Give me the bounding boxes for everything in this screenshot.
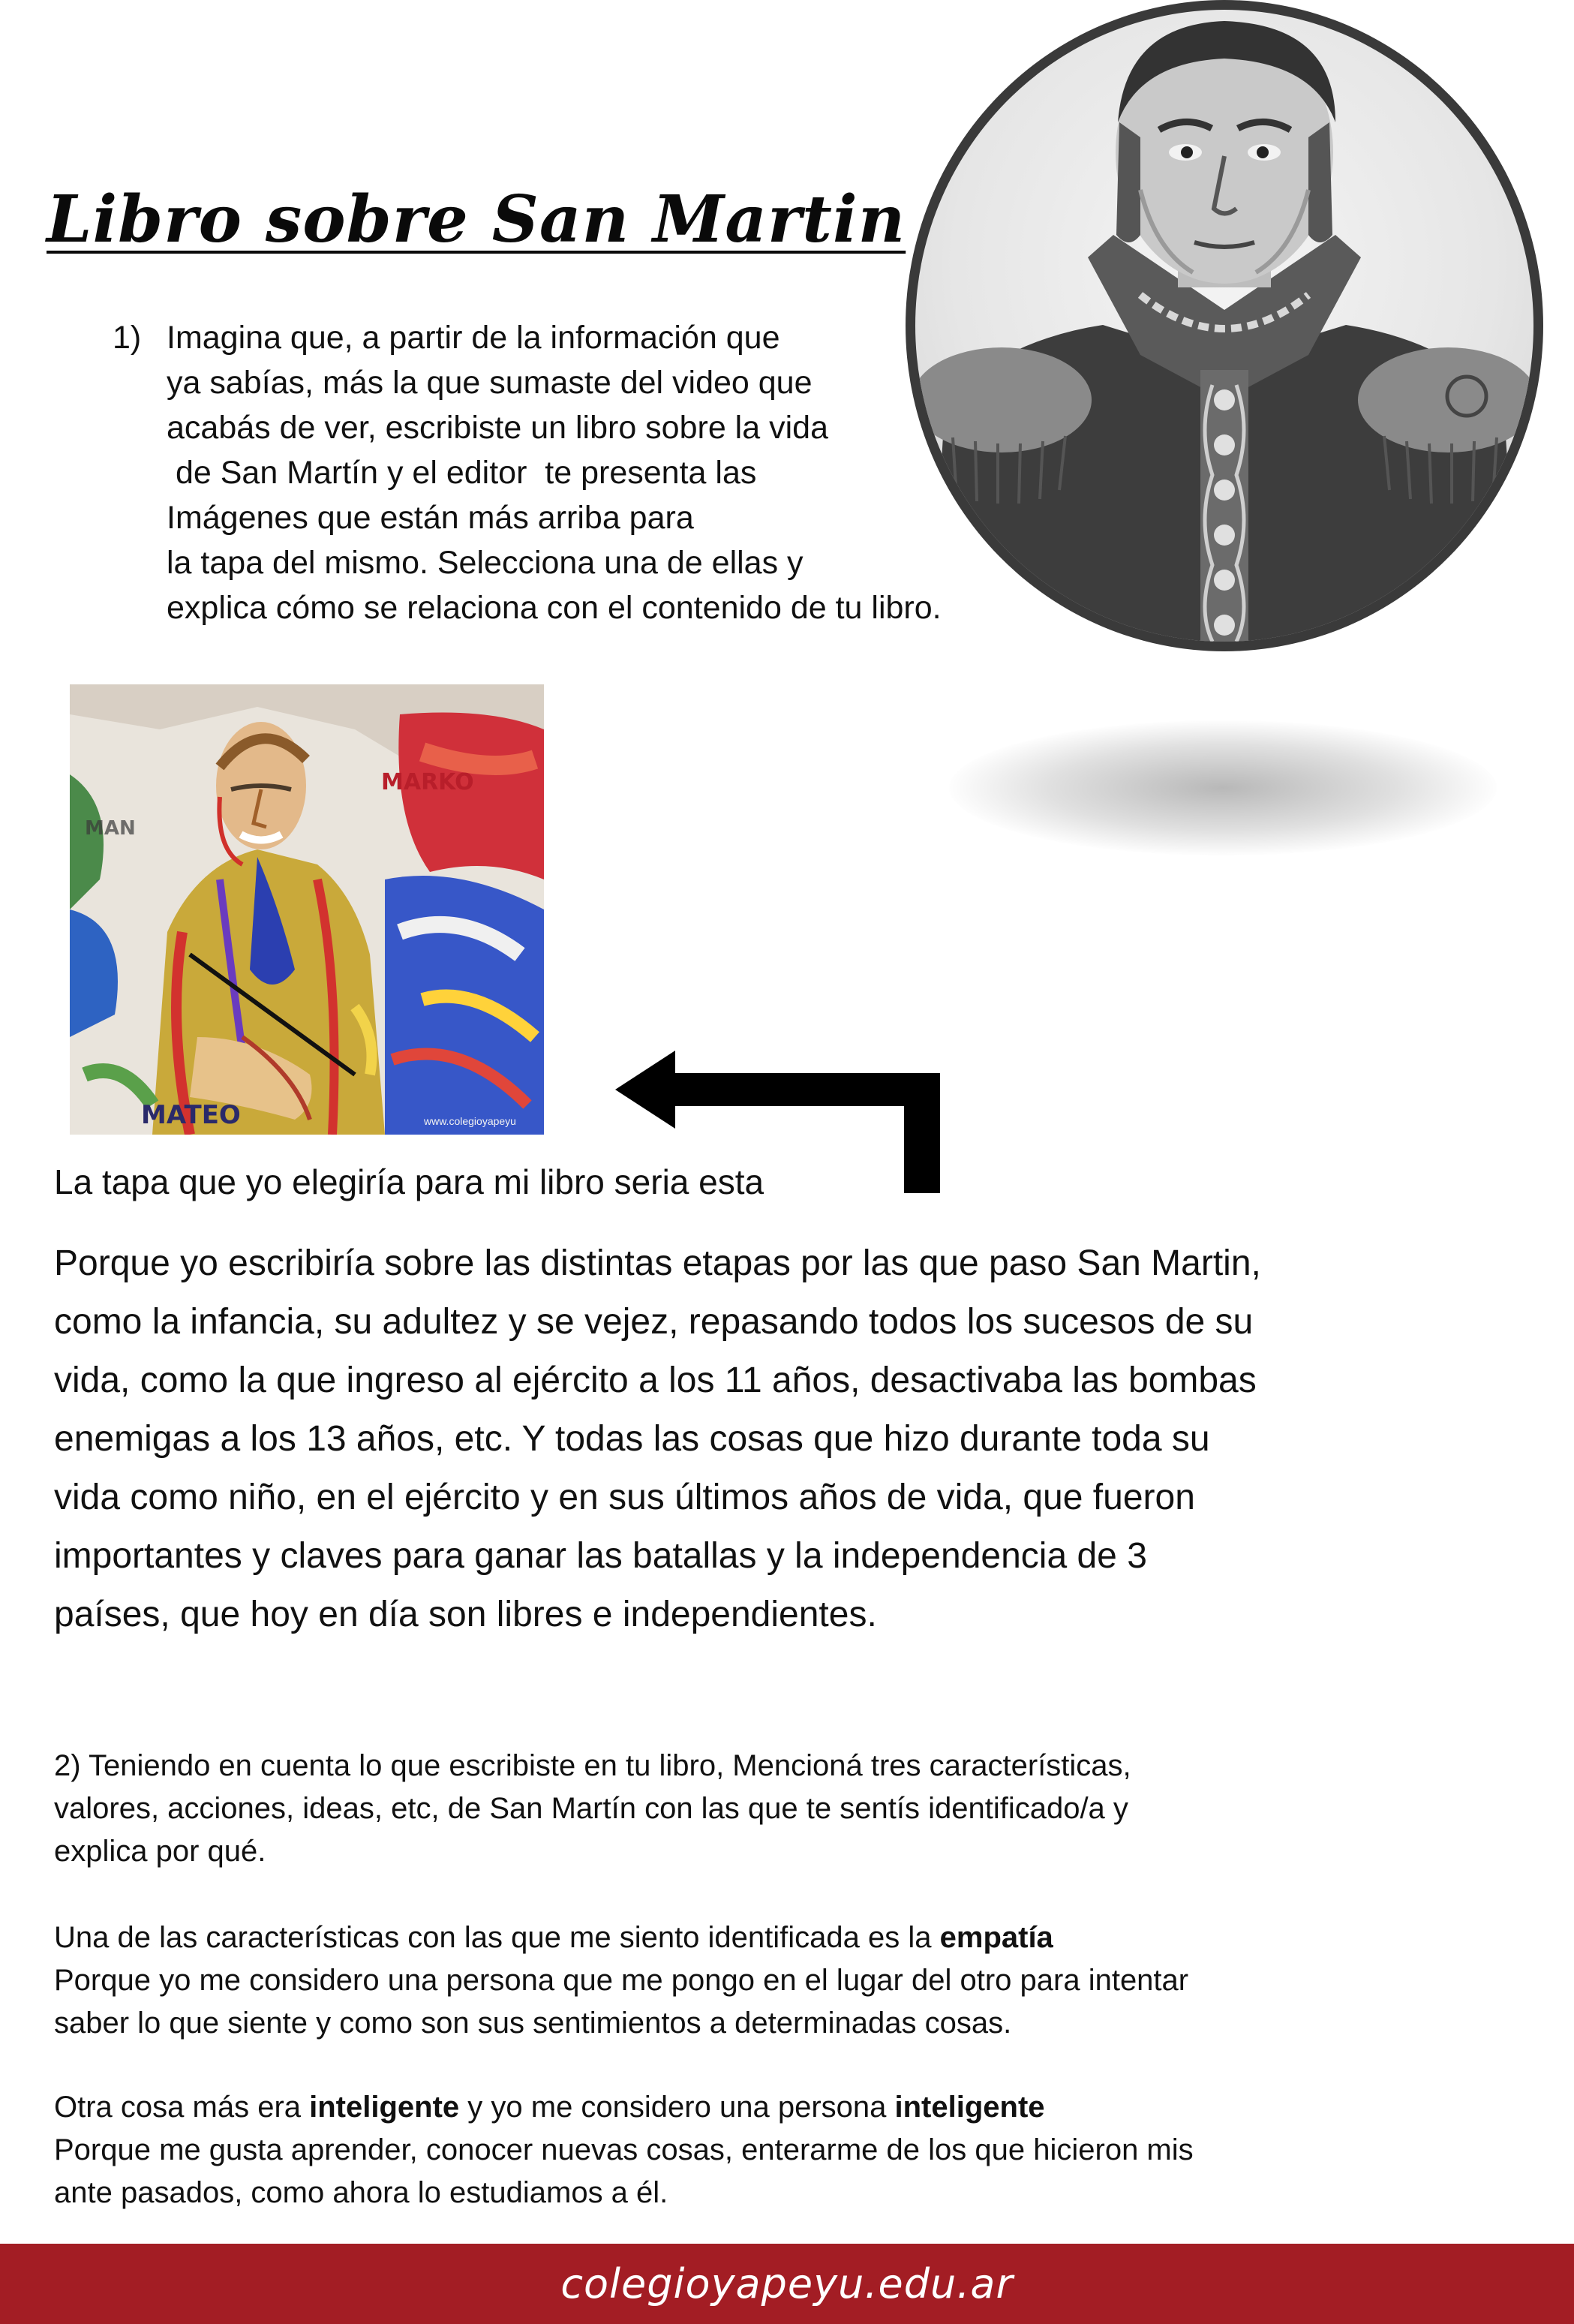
question-2-line: 2) Teniendo en cuenta lo que escribiste en tu libro, Mencioná tres características, bbox=[54, 1749, 1131, 1782]
answer-2a-keyword: empatía bbox=[939, 1921, 1053, 1954]
question-1-line: acabás de ver, escribiste un libro sobre la vida bbox=[167, 410, 828, 446]
decorative-shadow bbox=[949, 720, 1497, 855]
answer-2a-line: Porque yo me considero una persona que me pongo en el lugar del otro para intentar bbox=[54, 1964, 1189, 1997]
page-title: Libro sobre San Martin bbox=[47, 182, 906, 257]
answer-2b-line: ante pasados, como ahora lo estudiamos a él. bbox=[54, 2176, 668, 2209]
painting-image bbox=[70, 684, 544, 1135]
answer-2a-intro: Una de las características con las que me siento identificada es la bbox=[54, 1921, 940, 1954]
question-1-line: la tapa del mismo. Selecciona una de ellas y bbox=[167, 545, 804, 581]
answer-2b-keyword-2: inteligente bbox=[894, 2091, 1045, 2124]
answer-2b-line: Porque me gusta aprender, conocer nuevas cosas, enterarme de los que hicieron mis bbox=[54, 2133, 1194, 2166]
answer-1-line: enemigas a los 13 años, etc. Y todas las cosas que hizo durante toda su bbox=[54, 1419, 1210, 1459]
answer-1-line: importantes y claves para ganar las batallas y la independencia de 3 bbox=[54, 1536, 1147, 1576]
answer-1-line: vida como niño, en el ejército y en sus últimos años de vida, que fueron bbox=[54, 1478, 1195, 1517]
question-2-line: valores, acciones, ideas, etc, de San Martín con las que te sentís identificado/a y bbox=[54, 1792, 1128, 1825]
answer-1-line: países, que hoy en día son libres e independientes. bbox=[54, 1595, 877, 1634]
painting-watermark: www.colegioyapeyu bbox=[424, 1115, 516, 1127]
question-1-line: de San Martín y el editor te presenta las bbox=[167, 455, 757, 491]
question-2 bbox=[54, 1745, 1479, 1873]
answer-2b-keyword-1: inteligente bbox=[309, 2091, 460, 2124]
answer-1-paragraph bbox=[54, 1234, 1479, 1644]
question-1-line: Imágenes que están más arriba para bbox=[167, 500, 694, 536]
answer-1-line: como la infancia, su adultez y se vejez, repasando todos los sucesos de su bbox=[54, 1302, 1254, 1342]
portrait-engraving-image bbox=[906, 0, 1543, 651]
svg-text:MAN: MAN bbox=[85, 817, 136, 840]
question-1-text bbox=[167, 315, 942, 630]
painting-text: MARKO bbox=[381, 769, 474, 795]
question-1-number: 1) bbox=[113, 320, 142, 356]
answer-2a-intro-line bbox=[54, 1917, 1479, 1959]
answer-2b-intro: Otra cosa más era bbox=[54, 2091, 310, 2124]
painting-signature: MATEO bbox=[141, 1100, 241, 1130]
question-1-line: ya sabías, más la que sumaste del video que bbox=[167, 365, 813, 401]
answer-2b-intro-line bbox=[54, 2086, 1479, 2129]
footer-website-link[interactable]: colegioyapeyu.edu.ar bbox=[560, 2260, 1014, 2307]
question-1-line: explica cómo se relaciona con el contenido de tu libro. bbox=[167, 590, 942, 626]
question-1-line: Imagina que, a partir de la información que bbox=[167, 320, 780, 356]
question-2-line: explica por qué. bbox=[54, 1835, 266, 1868]
answer-2a-line: saber lo que siente y como son sus sentimientos a determinadas cosas. bbox=[54, 2007, 1012, 2040]
answer-1-line: Porque yo escribiría sobre las distintas etapas por las que paso San Martin, bbox=[54, 1243, 1261, 1283]
cover-choice-caption: La tapa que yo elegiría para mi libro seria esta bbox=[54, 1162, 764, 1201]
answer-1-line: vida, como la que ingreso al ejército a los 11 años, desactivaba las bombas bbox=[54, 1360, 1257, 1400]
footer-bar bbox=[0, 2244, 1574, 2324]
answer-2-intelligent bbox=[54, 2086, 1479, 2214]
answer-2-empathy bbox=[54, 1917, 1479, 2045]
answer-2b-middle: y yo me considero una persona bbox=[459, 2091, 895, 2124]
